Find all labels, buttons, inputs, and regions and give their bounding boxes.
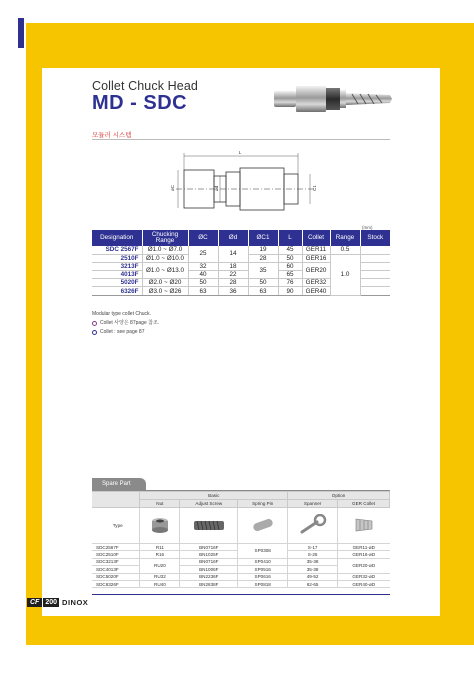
cell-designation: 4013F	[92, 271, 142, 279]
cell-collet: GER20	[302, 262, 330, 278]
spare-group-row	[92, 492, 390, 500]
yellow-top-bar	[42, 49, 440, 68]
table-row	[92, 558, 390, 565]
page-title: Collet Chuck Head	[92, 79, 198, 93]
spanner-icon	[299, 514, 327, 536]
cell-nut: RU40	[140, 580, 180, 587]
group-option: Option	[288, 492, 390, 500]
bullet-circle-icon	[92, 321, 97, 326]
cell-range: Ø3.0 ~ Ø26	[142, 287, 188, 295]
cell-designation: SDC 2567F	[92, 246, 142, 254]
cell-d: 28	[218, 279, 248, 287]
col-nut: Nut	[140, 500, 180, 508]
subtitle-korean: 모듈러 시스템	[92, 132, 132, 139]
cell-c: 40	[188, 271, 218, 279]
cell-stock	[360, 254, 390, 262]
cell-range: Ø1.0 ~ Ø7.0	[142, 246, 188, 254]
cell-collet: GER16	[302, 254, 330, 262]
cell-c1: 28	[248, 254, 278, 262]
bullet-circle-icon	[92, 330, 97, 335]
col-range: Range	[330, 230, 360, 246]
footer-divider	[92, 594, 390, 595]
footer	[27, 596, 88, 608]
cell-collet-range: 1.0	[330, 254, 360, 295]
spare-part-tab: Spare Part	[92, 478, 146, 490]
cell-spanner: 35-38	[288, 566, 338, 573]
col-spring-pin: Spring Pin	[238, 500, 288, 508]
col-d: Ød	[218, 230, 248, 246]
cell-designation: SDC6326F	[92, 580, 140, 587]
dim-d-label: ød	[214, 185, 219, 191]
cell-stock	[360, 246, 390, 254]
cell-l: 45	[278, 246, 302, 254]
spare-part-table	[92, 491, 390, 588]
table-row	[92, 246, 390, 254]
cell-l: 76	[278, 279, 302, 287]
brand-name: DINOX	[62, 597, 89, 607]
note-item	[92, 328, 159, 337]
cell-spanner: 49-52	[288, 573, 338, 580]
collet-icon	[352, 515, 376, 535]
cell-stock	[360, 287, 390, 295]
cell-collet: GER32-øD	[338, 573, 390, 580]
cell-pin: SP0410	[238, 558, 288, 565]
col-l: L	[278, 230, 302, 246]
cell-designation: 5020F	[92, 279, 142, 287]
cell-l: 90	[278, 287, 302, 295]
note-modular: Modular type collet Chuck.	[92, 311, 151, 317]
cell-screw: BN1006F	[180, 566, 238, 573]
cell-pin: SP0308	[238, 544, 288, 559]
cell-designation: SDC2567F	[92, 544, 140, 551]
cell-range: Ø1.0 ~ Ø13.0	[142, 262, 188, 278]
spanner-image	[288, 508, 338, 544]
pin-image	[238, 508, 288, 544]
cell-nut: R11	[140, 544, 180, 551]
model-name: MD - SDC	[92, 92, 188, 114]
spring-pin-icon	[250, 515, 276, 535]
cell-pin: SP0516	[238, 566, 288, 573]
cell-designation: SDC4013F	[92, 566, 140, 573]
cell-screw: BN2838F	[180, 580, 238, 587]
cell-c1: 63	[248, 287, 278, 295]
cell-designation: SDC3213F	[92, 558, 140, 565]
dim-c1-label: C1	[312, 185, 317, 191]
cell-collet: GER40	[302, 287, 330, 295]
screw-image	[180, 508, 238, 544]
cell-d: 14	[218, 246, 248, 262]
nut-image	[140, 508, 180, 544]
cell-collet: GER32	[302, 279, 330, 287]
cell-collet-range: 0.5	[330, 246, 360, 254]
cell-stock	[360, 279, 390, 287]
cell-nut: R16	[140, 551, 180, 558]
screw-icon	[192, 515, 226, 535]
cell-stock	[360, 271, 390, 279]
col-adjust-screw: Adjust Screw	[180, 500, 238, 508]
cell-screw: BN0716F	[180, 558, 238, 565]
cell-d: 22	[218, 271, 248, 279]
logo-mark: CF	[27, 598, 42, 607]
technical-drawing	[170, 148, 324, 220]
type-label: Type	[92, 508, 140, 544]
cell-d: 36	[218, 287, 248, 295]
cell-designation: SDC2510F	[92, 551, 140, 558]
cell-screw: BN2236F	[180, 573, 238, 580]
cell-collet: GER11	[302, 246, 330, 254]
collet-image	[338, 508, 390, 544]
table-row	[92, 580, 390, 587]
dim-c-label: øC	[170, 185, 175, 191]
spec-header-row	[92, 230, 390, 246]
cell-pin: SP0818	[238, 580, 288, 587]
col-c1: ØC1	[248, 230, 278, 246]
unit-label: (mm)	[362, 225, 373, 230]
cell-collet: GER40-øD	[338, 580, 390, 587]
cell-d: 18	[218, 262, 248, 270]
cell-l: 65	[278, 271, 302, 279]
cell-designation: 2510F	[92, 254, 142, 262]
cell-nut: RU20	[140, 558, 180, 573]
dim-l-label: L	[238, 150, 242, 155]
table-row	[92, 573, 390, 580]
cell-collet: GER11-øD	[338, 544, 390, 551]
cell-c1: 35	[248, 262, 278, 278]
cell-screw: BN1025F	[180, 551, 238, 558]
col-collet: Collet	[302, 230, 330, 246]
cell-spanner: S-25	[288, 551, 338, 558]
cell-spanner: 62-65	[288, 580, 338, 587]
cell-spanner: S-17	[288, 544, 338, 551]
cell-c1: 19	[248, 246, 278, 254]
cell-designation: 3213F	[92, 262, 142, 270]
cell-stock	[360, 262, 390, 270]
spec-table	[92, 230, 390, 296]
product-photo	[268, 76, 396, 120]
cell-l: 60	[278, 262, 302, 270]
cell-spanner: 35-38	[288, 558, 338, 565]
col-stock: Stock	[360, 230, 390, 246]
cell-l: 50	[278, 254, 302, 262]
cell-c1: 50	[248, 279, 278, 287]
col-designation: Designation	[92, 230, 142, 246]
divider	[92, 139, 390, 140]
note-item	[92, 319, 159, 328]
spare-image-row	[92, 508, 390, 544]
col-c: ØC	[188, 230, 218, 246]
cell-c: 25	[188, 246, 218, 262]
page-number: 200	[45, 598, 58, 606]
cell-range: Ø2.0 ~ Ø20	[142, 279, 188, 287]
col-chucking-range: Chucking Range	[142, 230, 188, 246]
notes	[92, 310, 159, 337]
cell-pin: SP0616	[238, 573, 288, 580]
col-spanner: Spanner	[288, 500, 338, 508]
cell-c: 50	[188, 279, 218, 287]
cell-nut: RU32	[140, 573, 180, 580]
cell-c: 32	[188, 262, 218, 270]
group-basic: Basic	[140, 492, 288, 500]
note-text: Collet 사양은 87page 참조.	[100, 320, 160, 326]
cell-designation: SDC5020F	[92, 573, 140, 580]
cell-screw: BN0716F	[180, 544, 238, 551]
cell-c: 63	[188, 287, 218, 295]
col-ger-collet: GER Collet	[338, 500, 390, 508]
section-tab-marker	[18, 18, 24, 48]
nut-icon	[150, 515, 170, 535]
cell-designation: 6326F	[92, 287, 142, 295]
cell-range: Ø1.0 ~ Ø10.0	[142, 254, 188, 262]
cell-collet: GER20-øD	[338, 558, 390, 573]
col-designation-blank	[92, 492, 140, 508]
table-row	[92, 544, 390, 551]
cell-collet: GER16-øD	[338, 551, 390, 558]
note-text: Collet : see page 87	[100, 329, 145, 335]
